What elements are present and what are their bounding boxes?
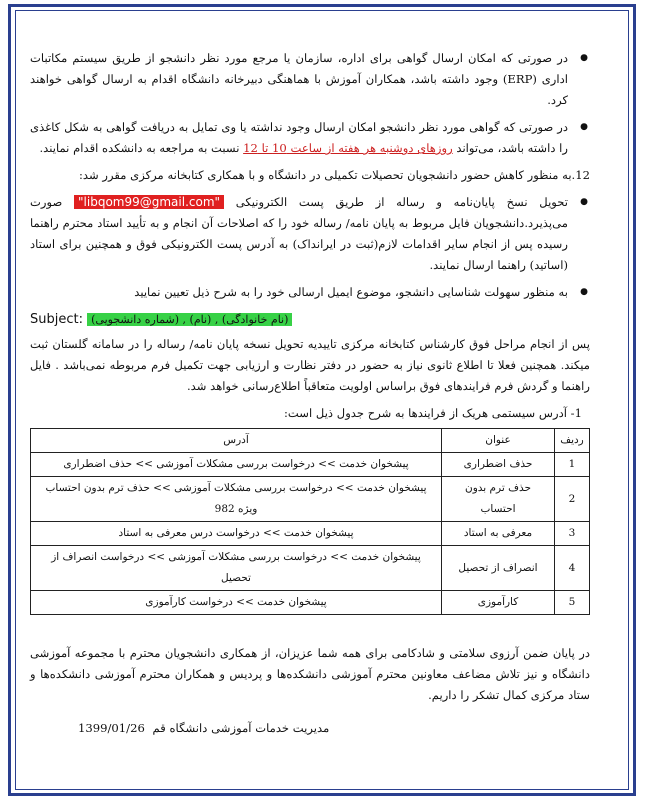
row-number: 1 (555, 453, 590, 477)
table-row (31, 591, 590, 615)
table-row (31, 522, 590, 546)
bullet3-pre: تحویل نسخ پایان‌نامه و رساله از طریق پست الکترونیکی (235, 195, 568, 209)
table-row (31, 546, 590, 591)
bullet-paper-certificate (30, 117, 590, 159)
subject-label: Subject: (30, 312, 83, 327)
bullet-erp: ● در صورتی که امکان ارسال گواهی برای اداره، سازمان یا مرجع مورد نظر دانشجو از طریق سیستم مکاتبات اداری (ERP) وجود داشته باشد، همکاران آموزش با هماهنگی دبیرخانه دانشگاه اقدام به ارسال گواهی خواهند کرد. (30, 48, 590, 111)
bullet-email-subject: ● به منظور سهولت شناسایی دانشجو، موضوع ایمیل ارسالی خود را به شرح ذیل تعیین نمایید (30, 282, 590, 303)
table-row (31, 453, 590, 477)
row-title: انصراف از تحصیل (442, 546, 555, 591)
row-address: پیشخوان خدمت >> درخواست بررسی مشکلات آموزشی >> درخواست انصراف از تحصیل (31, 546, 442, 591)
signoff-date: 1399/01/26 (78, 720, 145, 735)
row-number: 4 (555, 546, 590, 591)
row-title: حذف اضطراری (442, 453, 555, 477)
header-address: آدرس (31, 429, 442, 453)
bullet-thesis-email (30, 192, 590, 276)
table-header-row (31, 429, 590, 453)
document-body (30, 48, 590, 750)
golestan-paragraph: پس از انجام مراحل فوق کارشناس کتابخانه مرکزی تاییدیه تحویل نسخه پایان نامه/ رساله را در سامانه گلستان ثبت میکند. همچنین فعلا تا اطلاع ثانوی نیاز به حضور در دفتر نظارت و ارزیابی جهت تکمیل فرم مربوطه نمی‌باشد . فایل راهنما و گردش فرم فرایندهای فوق براساس اولویت متعاقباً اطلاع‌رسانی خواهد شد. (30, 337, 590, 393)
visiting-hours: روزهای دوشنبه هر هفته از ساعت 10 تا 12 (243, 141, 453, 155)
item-12-heading: 12.به منظور کاهش حضور دانشجویان تحصیلات تکمیلی در دانشگاه و با همکاری کتابخانه مرکزی مقرر شد: (79, 168, 590, 182)
signoff-text: مدیریت خدمات آموزشی دانشگاه قم (152, 720, 330, 735)
process-address-table (30, 428, 590, 615)
header-title: عنوان (442, 429, 555, 453)
section-title: 1- آدرس سیستمی هریک از فرایندها به شرح جدول ذیل است: (284, 406, 582, 420)
row-number: 5 (555, 591, 590, 615)
subject-format: (نام خانوادگی) , (نام) , (شماره دانشجویی) (87, 313, 292, 326)
row-address: پیشخوان خدمت >> درخواست بررسی مشکلات آموزشی >> حذف اضطراری (31, 453, 442, 477)
signoff (30, 718, 590, 739)
row-address: پیشخوان خدمت >> درخواست درس معرفی به استاد (31, 522, 442, 546)
library-email[interactable]: "libqom99@gmail.com" (74, 195, 224, 209)
row-address: پیشخوان خدمت >> درخواست بررسی مشکلات آموزشی >> حذف ترم بدون احتساب ویژه 982 (31, 477, 442, 522)
closing-paragraph: در پایان ضمن آرزوی سلامتی و شادکامی برای همه شما عزیزان، از همکاری دانشجویان محترم با مجموعه آموزشی دانشگاه و نیز تلاش مضاعف معاونین محترم آموزشی دانشکده‌ها و پردیس و همکاران محترم آموزشی دانشکده‌ها و ستاد مرکزی کمال تشکر را داریم. (30, 646, 590, 702)
row-number: 3 (555, 522, 590, 546)
row-address: پیشخوان خدمت >> درخواست کارآموزی (31, 591, 442, 615)
row-title: معرفی به استاد (442, 522, 555, 546)
subject-line (30, 309, 590, 330)
table-row (31, 477, 590, 522)
bullet2-pre: در صورتی که گواهی مورد نظر دانشجو امکان ارسال وجود نداشته یا وی تمایل به دریافت گواهی به شکل کاغذی را داشته باشد، می‌تواند (30, 120, 568, 155)
bullet3-post: صورت می‌پذیرد.دانشجویان فایل مربوط به پایان نامه/ رساله خود را که اصلاحات آن انجام و به تأیید استاد محترم راهنما رسیده پس از انجام سایر اقدامات لازم(ثبت در ایرانداک) به آدرس پست الکترونیکی فوق و همچنین برای استاد (اساتید) راهنما ارسال نمایند. (30, 195, 568, 272)
header-row-number: ردیف (555, 429, 590, 453)
bullet2-post: نسبت به مراجعه به دانشکده اقدام نمایند. (39, 141, 240, 155)
row-title: حذف ترم بدون احتساب (442, 477, 555, 522)
row-title: کارآموزی (442, 591, 555, 615)
row-number: 2 (555, 477, 590, 522)
